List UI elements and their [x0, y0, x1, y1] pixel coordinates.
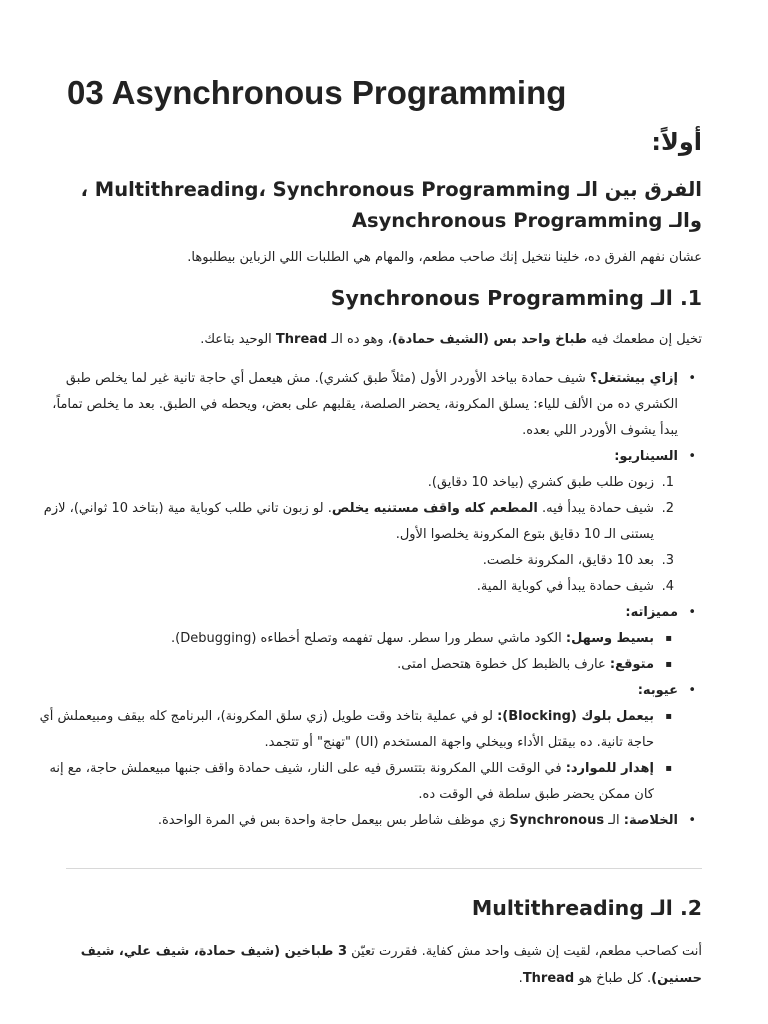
- cons-label: عيوبه:: [637, 683, 678, 698]
- section1-list: [38, 366, 702, 834]
- step-text: زبون طلب طبق كشري (بياخد 10 دقايق).: [427, 475, 654, 490]
- pros-item: [38, 626, 654, 652]
- scenario-steps: [38, 470, 678, 600]
- desc-text: . كل طباخ هو: [574, 971, 652, 986]
- desc-text: ، وهو ده الـ: [327, 332, 392, 347]
- step-item: [38, 470, 674, 496]
- cons-item-text: في الوقت اللي المكرونة بتتسرق فيه على النار، شيف حمادة واقف جنبها مبيعملش حاجة، مع إنه كان ممكن يحضر طبق سلطة في الوقت ده.: [49, 761, 654, 802]
- desc-text: .: [518, 971, 523, 986]
- pros-item-text: عارف بالظبط كل خطوة هتحصل امتى.: [397, 657, 610, 672]
- cons-item: [38, 704, 654, 756]
- section2-description: [62, 938, 702, 992]
- desc-text: الوحيد بتاعك.: [200, 332, 276, 347]
- cons-item-text: لو في عملية بتاخد وقت طويل (زي سلق المكرونة)، البرنامج كله بيقف ومبيعملش أي حاجة تانية. ده بيقتل الأداء وبيخلي واجهة المستخدم (UI) "تهنج" أو تتجمد.: [39, 709, 654, 750]
- section2-heading: 2. الـ Multithreading: [471, 896, 702, 920]
- list-item-scenario: [38, 444, 678, 600]
- list-item-pros: [38, 600, 678, 678]
- scenario-label: السيناريو:: [614, 449, 678, 464]
- step-number: 1.: [661, 475, 674, 490]
- step-text: بعد 10 دقايق، المكرونة خلصت.: [482, 553, 654, 568]
- step-text: شيف حمادة يبدأ في كوباية المية.: [476, 579, 654, 594]
- step-number: 2.: [661, 501, 674, 516]
- summary-text: الـ: [604, 813, 624, 828]
- pros-list: [38, 626, 678, 678]
- comparison-subtitle: الفرق بين الـ Multithreading، Synchronous Programming ، والـ Asynchronous Programming: [80, 178, 702, 232]
- summary-text: زي موظف شاطر بس بيعمل حاجة واحدة بس في المرة الواحدة.: [157, 813, 510, 828]
- list-item-summary: [38, 808, 678, 834]
- list-item-cons: [38, 678, 678, 808]
- step-text: . لو زبون تاني طلب كوباية مية (بتاخد 10 ثواني)، لازم يستنى الـ 10 دقايق بتوع المكرونة يخلصوا الأول.: [43, 501, 654, 542]
- how-label: إزاي بيشتغل؟: [589, 371, 678, 386]
- pros-item-label: بسيط وسهل:: [565, 631, 654, 646]
- list-item-how: [38, 366, 678, 444]
- step-item: [38, 574, 674, 600]
- desc-bold: 3 طباخين (شيف حمادة، شيف علي، شيف حسنين): [80, 944, 702, 986]
- cons-item-label: إهدار للموارد:: [565, 761, 654, 776]
- cons-item: [38, 756, 654, 808]
- cons-item-label: بيعمل بلوك (Blocking):: [497, 709, 654, 724]
- pros-item-text: الكود ماشي سطر ورا سطر. سهل تفهمه وتصلح أخطاءه (Debugging).: [171, 631, 566, 646]
- how-text: شيف حمادة بياخد الأوردر الأول (مثلاً طبق كشري). مش هيعمل أي حاجة تانية غير لما يخلص طبق الكشري ده من الألف للياء: يسلق المكرونة، يحضر الصلصة، يقلبهم على بعض، ويحطه في الطبق. بعد ما يخلص تماماً، يبدأ يشوف الأوردر اللي بعده.: [52, 371, 678, 438]
- step-item: [38, 496, 674, 548]
- intro-paragraph: عشان نفهم الفرق ده، خلينا نتخيل إنك صاحب مطعم، والمهام هي الطلبات اللي الزباين بيطلبوها.: [187, 250, 702, 265]
- page-title: 03 Asynchronous Programming: [67, 74, 567, 111]
- step-bold: المطعم كله واقف مستنيه يخلص: [331, 501, 538, 516]
- pros-item-label: متوقع:: [609, 657, 654, 672]
- section-divider: [66, 868, 702, 869]
- section1-description: [62, 327, 702, 353]
- cons-list: [38, 704, 678, 808]
- step-text: شيف حمادة يبدأ فيه.: [537, 501, 654, 516]
- summary-label: الخلاصة:: [623, 813, 678, 828]
- desc-bold: طباخ واحد بس (الشيف حمادة): [391, 332, 588, 347]
- thread-term: Thread: [522, 971, 575, 986]
- step-number: 4.: [661, 579, 674, 594]
- step-item: [38, 548, 674, 574]
- desc-text: أنت كصاحب مطعم، لقيت إن شيف واحد مش كفاية. فقررت تعيّن: [347, 944, 702, 959]
- pros-label: مميزاته:: [625, 605, 678, 620]
- summary-bold: Synchronous: [509, 813, 605, 828]
- first-heading: أولاً:: [651, 128, 702, 156]
- pros-item: [38, 652, 654, 678]
- step-number: 3.: [661, 553, 674, 568]
- thread-term: Thread: [275, 332, 328, 347]
- desc-text: تخيل إن مطعمك فيه: [587, 332, 702, 347]
- section1-heading: 1. الـ Synchronous Programming: [330, 286, 702, 310]
